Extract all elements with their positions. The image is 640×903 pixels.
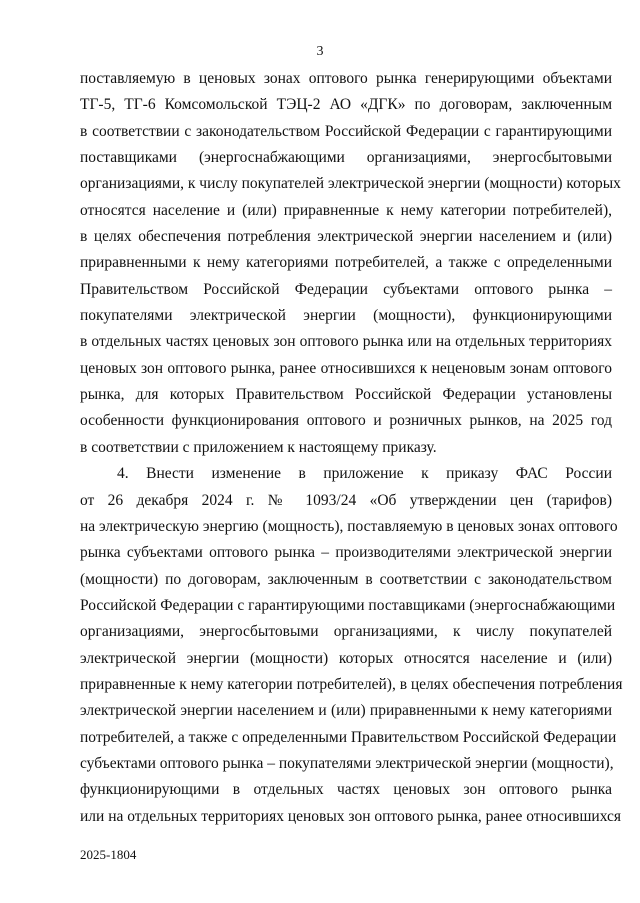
text-line: ТГ-5, ТГ-6 Комсомольской ТЭЦ-2 АО «ДГК» по договорам, заключенным bbox=[80, 96, 612, 114]
text-line: особенности функционирования оптового и розничных рынков, на 2025 год bbox=[80, 412, 612, 430]
text-line: электрической энергии (мощности) которых относятся население и (или) bbox=[80, 649, 612, 667]
text-line: от 26 декабря 2024 г. № 1093/24 «Об утверждении цен (тарифов) bbox=[80, 491, 612, 509]
text-line: (мощности) по договорам, заключенным в соответствии с законодательством bbox=[80, 570, 612, 588]
page-number: 3 bbox=[316, 44, 324, 59]
text-line: в целях обеспечения потребления электрической энергии населением и (или) bbox=[80, 228, 612, 246]
text-line: электрической энергии населением и (или) приравненными к нему категориями bbox=[80, 702, 612, 720]
text-line: поставщиками (энергоснабжающими организациями, энергосбытовыми bbox=[80, 149, 612, 167]
text-line: функционирующими в отдельных частях ценовых зон оптового рынка bbox=[80, 781, 612, 799]
text-line: в соответствии с приложением к настоящему приказу. bbox=[80, 438, 437, 456]
text-line: рынка, для которых Правительством Российской Федерации установлены bbox=[80, 386, 612, 404]
text-line: 4. Внести изменение в приложение к приказу ФАС России bbox=[117, 465, 612, 483]
text-line: Правительством Российской Федерации субъектами оптового рынка – bbox=[80, 280, 612, 298]
text-line: относятся население и (или) приравненные к нему категории потребителей), bbox=[80, 201, 612, 219]
text-line: приравненными к нему категориями потребителей, а также с определенными bbox=[80, 254, 612, 272]
text-line: рынка субъектами оптового рынка – производителями электрической энергии bbox=[80, 544, 612, 562]
text-line: покупателями электрической энергии (мощности), функционирующими bbox=[80, 307, 612, 325]
text-line: в отдельных частях ценовых зон оптового рынка или на отдельных территориях bbox=[80, 333, 612, 351]
text-line: или на отдельных территориях ценовых зон оптового рынка, ранее относившихся bbox=[80, 807, 622, 825]
text-line: приравненные к нему категории потребителей), в целях обеспечения потребления bbox=[80, 675, 623, 693]
text-line: потребителей, а также с определенными Правительством Российской Федерации bbox=[80, 728, 617, 746]
text-line: на электрическую энергию (мощность), поставляемую в ценовых зонах оптового bbox=[80, 517, 618, 535]
text-line: организациями, энергосбытовыми организациями, к числу покупателей bbox=[80, 623, 612, 641]
text-line: ценовых зон оптового рынка, ранее относившихся к неценовым зонам оптового bbox=[80, 359, 612, 377]
document-body bbox=[80, 66, 623, 830]
text-line: субъектами оптового рынка – покупателями электрической энергии (мощности), bbox=[80, 754, 614, 772]
text-line: поставляемую в ценовых зонах оптового рынка генерирующими объектами bbox=[80, 70, 612, 87]
text-line: организациями, к числу покупателей электрической энергии (мощности) которых bbox=[80, 175, 621, 193]
document-code: 2025-1804 bbox=[80, 847, 137, 862]
text-line: Российской Федерации с гарантирующими поставщиками (энергоснабжающими bbox=[80, 596, 616, 614]
text-line: в соответствии с законодательством Российской Федерации с гарантирующими bbox=[80, 122, 612, 140]
